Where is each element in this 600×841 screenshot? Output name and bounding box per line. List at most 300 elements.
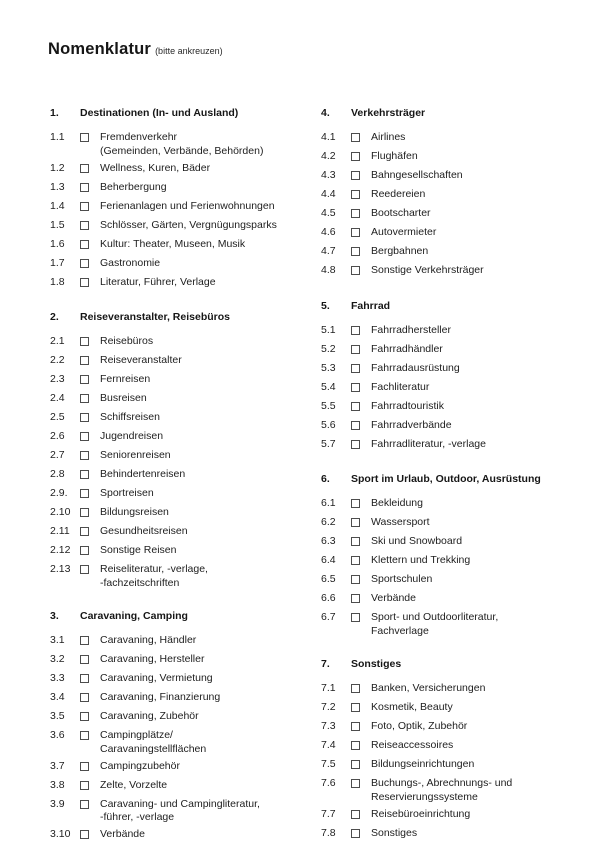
item-checkbox[interactable] (351, 684, 360, 693)
item-checkbox[interactable] (351, 518, 360, 527)
checklist-item (321, 400, 586, 416)
item-number: 3.6 (50, 729, 65, 741)
item-checkbox[interactable] (351, 326, 360, 335)
item-label-line: Flughäfen (371, 150, 418, 162)
item-label-line: Kultur: Theater, Museen, Musik (100, 237, 246, 250)
section-number: 4. (321, 107, 330, 119)
item-checkbox[interactable] (80, 394, 89, 403)
item-number: 7.5 (321, 758, 336, 770)
item-number: 4.5 (321, 207, 336, 219)
item-number: 5.6 (321, 418, 336, 431)
item-label-line: Airlines (371, 131, 406, 143)
item-label (371, 150, 586, 166)
item-checkbox[interactable] (80, 183, 89, 192)
checklist-item (321, 381, 586, 397)
item-label (100, 506, 315, 522)
item-checkbox[interactable] (351, 440, 360, 449)
item-label (371, 701, 586, 717)
checkbox-cell (80, 181, 100, 197)
checkbox-cell (80, 131, 100, 158)
checklist-item (50, 653, 315, 669)
item-label-line: Autovermieter (371, 226, 437, 238)
item-checkbox[interactable] (351, 556, 360, 565)
item-checkbox[interactable] (80, 508, 89, 517)
item-number: 6.5 (321, 573, 336, 585)
checkbox-cell (351, 516, 371, 532)
item-checkbox[interactable] (351, 703, 360, 712)
item-checkbox[interactable] (351, 383, 360, 392)
checkbox-cell (80, 779, 100, 795)
section-title: Verkehrsträger (351, 107, 426, 119)
item-number: 2.13 (50, 563, 71, 575)
item-number: 3.3 (50, 672, 65, 684)
item-label (100, 354, 315, 370)
checkbox-cell (351, 400, 371, 416)
item-checkbox[interactable] (351, 722, 360, 731)
item-label (100, 181, 315, 197)
item-checkbox[interactable] (80, 413, 89, 422)
checkbox-cell (351, 438, 371, 454)
item-label-line: Fernreisen (100, 373, 151, 385)
checkbox-cell (351, 592, 371, 608)
item-checkbox[interactable] (80, 432, 89, 441)
checklist-item (321, 573, 586, 589)
item-label (100, 430, 315, 446)
item-checkbox[interactable] (80, 546, 89, 555)
item-label (371, 497, 586, 513)
item-checkbox[interactable] (80, 202, 89, 211)
item-label (100, 449, 315, 465)
item-checkbox[interactable] (351, 364, 360, 373)
checkbox-cell (80, 430, 100, 446)
checklist-item (50, 131, 315, 158)
checklist-item (321, 808, 586, 824)
item-number: 7.2 (321, 701, 336, 713)
item-label-line: Fahrradhändler (371, 342, 443, 355)
item-number: 4.6 (321, 226, 336, 238)
item-label (371, 535, 586, 551)
section-title: Destinationen (In- und Ausland) (80, 107, 239, 119)
item-number: 2.5 (50, 411, 65, 423)
item-label (371, 324, 586, 340)
checklist-item (50, 779, 315, 795)
section-heading (321, 472, 586, 486)
item-label (100, 525, 315, 541)
checkbox-cell (351, 324, 371, 340)
item-checkbox[interactable] (351, 421, 360, 430)
item-label-line: Buchungs-, Abrechnungs- und (371, 777, 513, 789)
item-label (100, 219, 315, 235)
checklist-item (50, 487, 315, 503)
checklist-item (321, 739, 586, 755)
item-label (371, 419, 586, 435)
checkbox-cell (351, 827, 371, 841)
item-label-line: Ferienanlagen und Ferienwohnungen (100, 199, 275, 212)
checkbox-cell (80, 525, 100, 541)
item-label-line: Bergbahnen (371, 245, 429, 257)
item-checkbox[interactable] (80, 278, 89, 287)
checklist-item (321, 343, 586, 359)
item-number: 7.8 (321, 826, 336, 839)
item-label (100, 779, 315, 795)
item-label-line: Reiseveranstalter (100, 354, 182, 366)
item-checkbox[interactable] (351, 829, 360, 838)
item-label (371, 720, 586, 736)
item-number: 4.8 (321, 264, 336, 276)
checklist-item (50, 672, 315, 688)
item-label (371, 131, 586, 147)
checklist-item (321, 720, 586, 736)
item-checkbox[interactable] (80, 636, 89, 645)
item-checkbox[interactable] (80, 693, 89, 702)
item-checkbox[interactable] (80, 800, 89, 809)
checkbox-cell (351, 381, 371, 397)
item-label-line: Sport- und Outdoorliteratur, (371, 611, 499, 623)
item-label-line: Verbände (371, 592, 416, 604)
item-checkbox[interactable] (351, 266, 360, 275)
item-checkbox[interactable] (351, 537, 360, 546)
item-label (371, 777, 586, 804)
item-label-line: Reservierungssysteme (371, 790, 478, 803)
item-checkbox[interactable] (80, 356, 89, 365)
section-number: 7. (321, 658, 330, 670)
item-label (100, 691, 315, 707)
item-checkbox[interactable] (351, 402, 360, 411)
item-label (371, 343, 586, 359)
item-label (371, 682, 586, 698)
item-number: 6.3 (321, 535, 336, 547)
checklist-item (321, 324, 586, 340)
item-label-line: Literatur, Führer, Verlage (100, 275, 216, 288)
checkbox-cell (351, 739, 371, 755)
checklist-item (321, 701, 586, 717)
item-checkbox[interactable] (80, 762, 89, 771)
item-label (100, 392, 315, 408)
item-label-line: Caravaning, Händler (100, 634, 197, 646)
checklist-item (50, 335, 315, 351)
item-label-line: Fachverlage (371, 624, 429, 637)
item-number: 1.3 (50, 180, 65, 193)
column-left (50, 106, 315, 841)
checkbox-cell (80, 335, 100, 351)
item-label-line: Ski und Snowboard (371, 535, 463, 547)
page-title-text: Nomenklatur (48, 40, 152, 58)
item-label-line: Wassersport (371, 516, 430, 528)
checkbox-cell (351, 682, 371, 698)
item-label-line: Bahngesellschaften (371, 169, 463, 181)
item-number: 2.9. (50, 487, 68, 499)
item-label (371, 245, 586, 261)
item-label-line: Caravaning- und Campingliteratur, (100, 797, 260, 810)
item-checkbox[interactable] (80, 781, 89, 790)
item-label-line: Jugendreisen (100, 430, 164, 442)
item-checkbox[interactable] (80, 133, 89, 142)
checklist-item (50, 181, 315, 197)
checkbox-cell (351, 573, 371, 589)
item-label-line: Bekleidung (371, 497, 423, 509)
item-label-line: Fahrradliteratur, -verlage (371, 437, 486, 450)
item-checkbox[interactable] (80, 259, 89, 268)
checklist-item (50, 544, 315, 560)
item-label-line: Banken, Versicherungen (371, 682, 486, 694)
checkbox-cell (351, 362, 371, 378)
section-number: 5. (321, 299, 330, 312)
item-label-line: Bildungseinrichtungen (371, 758, 475, 770)
item-label-line: Verbände (100, 828, 145, 840)
checklist-item (321, 535, 586, 551)
item-number: 2.2 (50, 354, 65, 366)
item-label-line: Schlösser, Gärten, Vergnügungsparks (100, 218, 277, 231)
checkbox-cell (80, 672, 100, 688)
item-checkbox[interactable] (351, 133, 360, 142)
item-label-line: Sportreisen (100, 487, 154, 499)
item-label-line: -führer, -verlage (100, 811, 175, 823)
item-label (371, 226, 586, 242)
checklist-item (321, 362, 586, 378)
section-title: Sonstiges (351, 658, 402, 670)
item-number: 2.7 (50, 449, 65, 461)
section-number: 3. (50, 610, 59, 622)
checklist-item (50, 162, 315, 178)
checkbox-cell (80, 162, 100, 178)
item-number: 7.1 (321, 682, 336, 694)
item-label-line: Kosmetik, Beauty (371, 701, 453, 713)
item-label-line: Wellness, Kuren, Bäder (100, 161, 211, 174)
item-checkbox[interactable] (80, 712, 89, 721)
item-label-line: Bootscharter (371, 207, 431, 219)
item-number: 5.3 (321, 361, 336, 374)
checklist-item (50, 798, 315, 825)
item-label (371, 827, 586, 841)
item-label (100, 828, 315, 841)
checkbox-cell (351, 554, 371, 570)
item-label (100, 162, 315, 178)
checklist-item (321, 777, 586, 804)
checkbox-cell (80, 449, 100, 465)
item-checkbox[interactable] (351, 171, 360, 180)
item-checkbox[interactable] (80, 830, 89, 839)
checklist-item (321, 758, 586, 774)
item-checkbox[interactable] (80, 489, 89, 498)
checklist-item (321, 438, 586, 454)
checklist-item (321, 827, 586, 841)
checklist-item (321, 207, 586, 223)
item-label (100, 131, 315, 158)
item-label-line: Fahrradtouristik (371, 399, 444, 412)
item-checkbox[interactable] (80, 240, 89, 249)
item-checkbox[interactable] (80, 527, 89, 536)
checklist-item (50, 691, 315, 707)
item-label (100, 710, 315, 726)
checklist-item (50, 710, 315, 726)
checkbox-cell (351, 169, 371, 185)
item-number: 1.5 (50, 218, 65, 231)
checkbox-cell (351, 188, 371, 204)
checklist-item (50, 373, 315, 389)
item-label (371, 758, 586, 774)
item-label-line: Campingzubehör (100, 759, 180, 772)
item-checkbox[interactable] (351, 613, 360, 622)
item-number: 1.8 (50, 275, 65, 288)
checkbox-cell (351, 226, 371, 242)
item-checkbox[interactable] (80, 221, 89, 230)
section-number: 1. (50, 107, 59, 119)
item-checkbox[interactable] (351, 575, 360, 584)
item-checkbox[interactable] (351, 499, 360, 508)
item-label-line: Reiseliteratur, -verlage, (100, 563, 208, 575)
checkbox-cell (351, 777, 371, 804)
item-number: 1.1 (50, 131, 65, 143)
checklist-item (50, 760, 315, 776)
item-number: 7.7 (321, 807, 336, 820)
checkbox-cell (80, 653, 100, 669)
item-checkbox[interactable] (351, 741, 360, 750)
item-checkbox[interactable] (351, 152, 360, 161)
item-label (371, 188, 586, 204)
checklist-item (321, 419, 586, 435)
checkbox-cell (80, 276, 100, 292)
section-heading (50, 310, 315, 324)
item-checkbox[interactable] (351, 190, 360, 199)
item-label-line: Caravaning, Finanzierung (100, 691, 221, 703)
item-label (100, 487, 315, 503)
checklist-item (321, 497, 586, 513)
item-label-line: Seniorenreisen (100, 449, 171, 461)
item-label (100, 563, 315, 590)
item-number: 7.4 (321, 739, 336, 751)
item-label-line: Reisebüroeinrichtung (371, 807, 471, 820)
item-label (371, 611, 586, 638)
item-label-line: Zelte, Vorzelte (100, 778, 168, 791)
item-checkbox[interactable] (80, 655, 89, 664)
item-label (371, 739, 586, 755)
item-checkbox[interactable] (351, 228, 360, 237)
item-number: 6.2 (321, 516, 336, 528)
checkbox-cell (80, 468, 100, 484)
checkbox-cell (80, 354, 100, 370)
section-heading (321, 657, 586, 671)
item-number: 4.1 (321, 131, 336, 143)
item-checkbox[interactable] (351, 209, 360, 218)
item-checkbox[interactable] (80, 470, 89, 479)
item-checkbox[interactable] (351, 779, 360, 788)
checkbox-cell (351, 131, 371, 147)
checklist-item (50, 430, 315, 446)
item-label (371, 400, 586, 416)
item-label-line: Fahrradhersteller (371, 323, 451, 336)
item-label-line: Caravaningstellflächen (100, 742, 207, 755)
section-number: 2. (50, 311, 59, 323)
page-subtitle: (bitte ankreuzen) (155, 46, 223, 56)
checklist-item (50, 525, 315, 541)
item-label-line: Reisebüros (100, 335, 154, 347)
item-checkbox[interactable] (80, 674, 89, 683)
checklist-item (50, 828, 315, 841)
item-checkbox[interactable] (80, 731, 89, 740)
item-checkbox[interactable] (80, 375, 89, 384)
item-number: 2.12 (50, 544, 71, 556)
checklist-item (50, 729, 315, 756)
item-label (100, 544, 315, 560)
item-label (100, 257, 315, 273)
item-number: 3.1 (50, 634, 65, 646)
section-3 (50, 609, 315, 841)
item-number: 2.6 (50, 430, 65, 442)
item-label (100, 798, 315, 825)
item-number: 4.4 (321, 188, 336, 200)
checklist-item (50, 238, 315, 254)
item-number: 1.7 (50, 256, 65, 269)
checkbox-cell (80, 200, 100, 216)
item-number: 4.2 (321, 150, 336, 162)
item-number: 3.9 (50, 797, 65, 810)
item-checkbox[interactable] (80, 337, 89, 346)
item-number: 3.8 (50, 778, 65, 791)
item-checkbox[interactable] (351, 594, 360, 603)
checklist-item (321, 516, 586, 532)
checklist-item (50, 276, 315, 292)
item-label-line: Foto, Optik, Zubehör (371, 720, 468, 732)
checklist-item (321, 554, 586, 570)
section-number: 6. (321, 473, 330, 485)
item-checkbox[interactable] (80, 451, 89, 460)
item-label-line: -fachzeitschriften (100, 576, 180, 589)
item-label (371, 264, 586, 280)
checkbox-cell (80, 219, 100, 235)
section-heading (50, 609, 315, 623)
item-checkbox[interactable] (351, 810, 360, 819)
item-label-line: Behindertenreisen (100, 468, 186, 480)
item-checkbox[interactable] (80, 565, 89, 574)
item-number: 3.5 (50, 710, 65, 722)
section-7 (321, 657, 586, 841)
item-label-line: Klettern und Trekking (371, 554, 471, 566)
section-heading (50, 106, 315, 120)
checklist-item (50, 563, 315, 590)
item-label-line: (Gemeinden, Verbände, Behörden) (100, 144, 264, 157)
item-label (100, 200, 315, 216)
item-number: 6.6 (321, 592, 336, 604)
item-label (100, 634, 315, 650)
section-title: Reiseveranstalter, Reisebüros (80, 311, 230, 323)
item-label (371, 362, 586, 378)
item-label-line: Fachliteratur (371, 380, 430, 393)
item-label-line: Schiffsreisen (100, 411, 160, 423)
checklist-item (50, 257, 315, 273)
item-checkbox[interactable] (351, 345, 360, 354)
checkbox-cell (351, 497, 371, 513)
item-number: 6.4 (321, 554, 336, 566)
item-checkbox[interactable] (351, 760, 360, 769)
item-label-line: Bildungsreisen (100, 506, 169, 518)
checkbox-cell (80, 563, 100, 590)
checklist-item (50, 506, 315, 522)
item-label (100, 468, 315, 484)
item-number: 6.7 (321, 611, 336, 623)
checkbox-cell (351, 343, 371, 359)
page-title (48, 40, 223, 59)
item-label-line: Fahrradausrüstung (371, 361, 460, 374)
item-number: 7.6 (321, 777, 336, 789)
item-checkbox[interactable] (351, 247, 360, 256)
item-label-line: Caravaning, Vermietung (100, 672, 213, 684)
item-label (371, 207, 586, 223)
checkbox-cell (351, 150, 371, 166)
item-label (371, 438, 586, 454)
item-checkbox[interactable] (80, 164, 89, 173)
checkbox-cell (351, 758, 371, 774)
checklist-item (50, 354, 315, 370)
